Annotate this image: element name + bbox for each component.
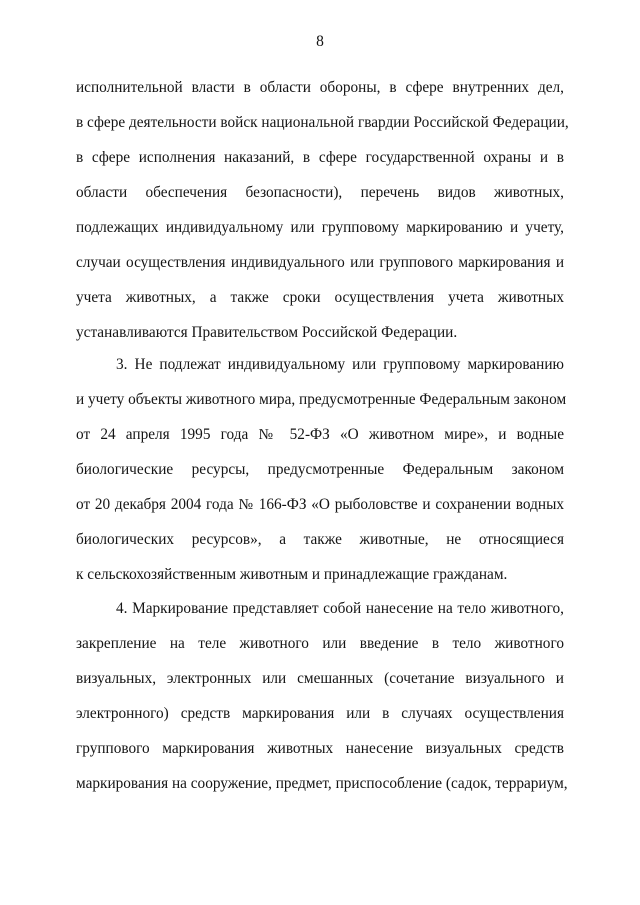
text-line: 4. Маркирование представляет собой нанесение на тело животного,	[116, 600, 564, 617]
text-line: в сфере деятельности войск национальной гвардии Российской Федерации,	[76, 114, 569, 131]
text-line: и учету объекты животного мира, предусмотренные Федеральным законом	[76, 391, 567, 408]
text-line: закрепление на теле животного или введение в тело животного	[76, 635, 564, 652]
text-line: биологические ресурсы, предусмотренные Федеральным законом	[76, 461, 564, 478]
text-line: случаи осуществления индивидуального или группового маркирования и	[76, 254, 564, 271]
text-line: к сельскохозяйственным животным и принадлежащие гражданам.	[76, 566, 508, 583]
text-line: области обеспечения безопасности), перечень видов животных,	[76, 184, 564, 201]
text-line: от 20 декабря 2004 года № 166-ФЗ «О рыболовстве и сохранении водных	[76, 496, 564, 513]
text-line: подлежащих индивидуальному или групповому маркированию и учету,	[76, 219, 564, 236]
text-line: электронного) средств маркирования или в случаях осуществления	[76, 705, 564, 722]
text-line: биологических ресурсов», а также животные, не относящиеся	[76, 531, 564, 548]
text-line: устанавливаются Правительством Российской Федерации.	[76, 324, 458, 341]
text-line: учета животных, а также сроки осуществления учета животных	[76, 289, 564, 306]
text-line: в сфере исполнения наказаний, в сфере государственной охраны и в	[76, 149, 564, 166]
page-number: 8	[316, 33, 324, 50]
text-line: 3. Не подлежат индивидуальному или групповому маркированию	[116, 356, 564, 373]
text-line: группового маркирования животных нанесение визуальных средств	[76, 740, 564, 757]
text-line: исполнительной власти в области обороны, в сфере внутренних дел,	[76, 79, 564, 96]
text-line: от 24 апреля 1995 года № 52-ФЗ «О животном мире», и водные	[76, 426, 564, 443]
text-line: визуальных, электронных или смешанных (сочетание визуального и	[76, 670, 564, 687]
text-line: маркирования на сооружение, предмет, приспособление (садок, террариум,	[76, 775, 568, 792]
